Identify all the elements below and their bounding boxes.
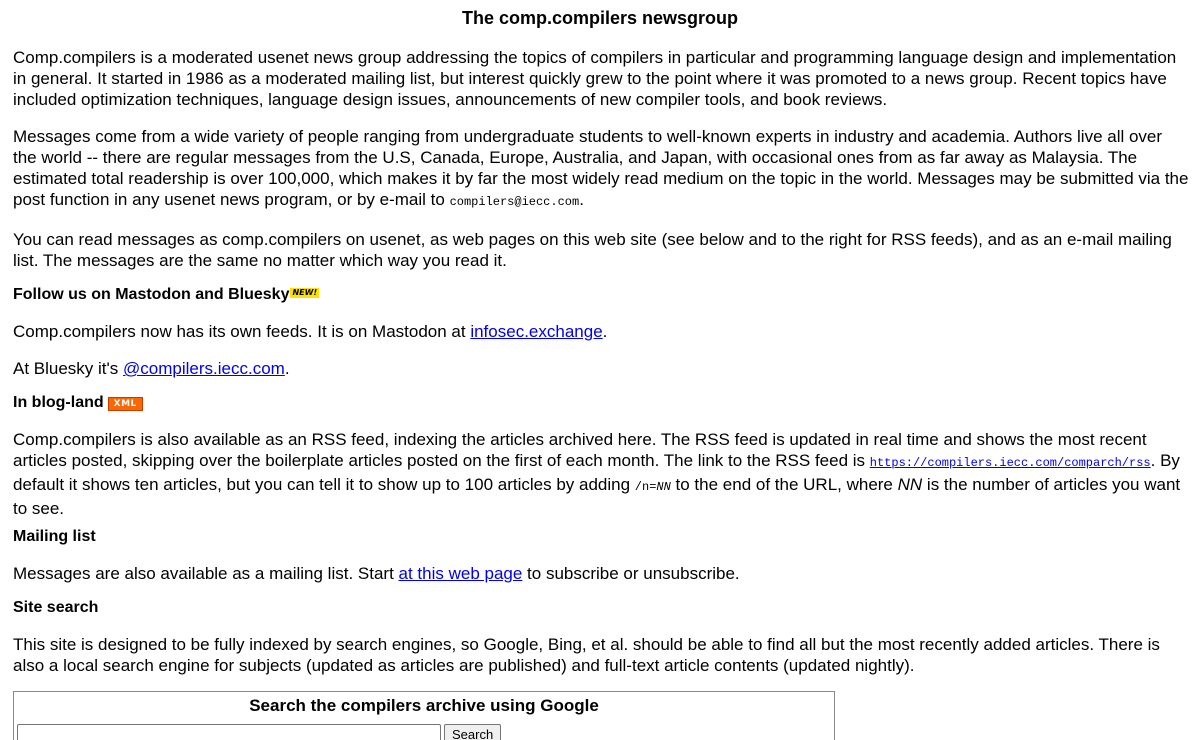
rss-param-nn: NN: [656, 480, 671, 494]
social-heading-text: Follow us on Mastodon and Bluesky: [13, 286, 290, 303]
new-badge-icon: NEW!: [292, 288, 318, 297]
bluesky-end: .: [284, 359, 290, 378]
submission-email: compilers@iecc.com: [449, 195, 580, 209]
mastodon-text: Comp.compilers now has its own feeds. It is on Mastodon at: [13, 322, 471, 341]
search-heading: Site search: [13, 599, 99, 616]
bluesky-link[interactable]: @compilers.iecc.com: [123, 359, 285, 378]
mastodon-link[interactable]: infosec.exchange: [470, 322, 603, 341]
mastodon-end: .: [602, 322, 608, 341]
search-box-title: Search the compilers archive using Google: [249, 696, 599, 715]
search-paragraph: This site is designed to be fully indexed by search engines, so Google, Bing, et al. should be able to find all but the most recently added articles. There is also a local search engine for subjects (updated as articles are published) and full-text article contents (updated nightly).: [13, 635, 1160, 675]
intro-paragraph-2: [13, 126, 1189, 213]
rss-feed-link[interactable]: https://compilers.iecc.com/comparch/rss: [869, 456, 1151, 470]
rss-text-1: Comp.compilers is also available as an RSS feed, indexing the articles archived here. The RSS feed is updated in real time and shows the most recent articles posted, skipping over the boilerplate articles posted on the first of each month. The link to the RSS feed is: [13, 430, 1147, 470]
mailing-heading: Mailing list: [13, 528, 96, 545]
rss-text-4: is the number of articles you want to see.: [13, 475, 1181, 518]
rss-text-3: to the end of the URL, where: [670, 475, 898, 494]
rss-paragraph: [13, 429, 1189, 519]
rss-nn: NN: [897, 475, 923, 494]
rss-param: [635, 480, 671, 494]
social-heading: [13, 285, 1189, 305]
xml-feed-icon[interactable]: XML: [108, 397, 143, 411]
mailing-text-1: Messages are also available as a mailing list. Start: [13, 564, 399, 583]
google-search-box: [13, 691, 835, 740]
intro-paragraph-3: You can read messages as comp.compilers on usenet, as web pages on this web site (see below and to the right for RSS feeds), and as an e-mail mailing list. The messages are the same no matter which way you read it.: [13, 230, 1172, 270]
page-title: The comp.compilers newsgroup: [461, 8, 739, 28]
blog-heading: [13, 393, 1189, 413]
intro-paragraph-2-text: Messages come from a wide variety of people ranging from undergraduate students to well-known experts in industry and academia. Authors live all over the world -- there are regular messages from the U.S, Canada, Europe, Australia, and Japan, with occasional ones from as far away as Malaysia. The estimated total readership is over 100,000, which makes it by far the most widely read medium on the topic in the world. Messages may be submitted via the post function in any usenet news program, or by e-mail to: [13, 127, 1189, 209]
search-input[interactable]: [17, 724, 441, 740]
rss-param-prefix: /n=: [634, 480, 657, 494]
mailing-paragraph: [13, 563, 1189, 584]
intro-paragraph-2-end: .: [579, 190, 584, 209]
blog-heading-text: In blog-land: [13, 394, 104, 411]
bluesky-paragraph: [13, 358, 1189, 379]
search-button[interactable]: Search: [444, 724, 501, 740]
intro-paragraph-1: Comp.compilers is a moderated usenet news group addressing the topics of compilers in particular and programming language design and implementation in general. It started in 1986 as a moderated mailing list, but interest quickly grew to the point where it was promoted to a news group. Recent topics have included optimization techniques, language design issues, announcements of new compiler tools, and book reviews.: [13, 48, 1177, 109]
mailing-text-2: to subscribe or unsubscribe.: [522, 564, 740, 583]
rss-text-2: . By default it shows ten articles, but you can tell it to show up to 100 articles by adding: [13, 451, 1180, 494]
mailing-list-link[interactable]: at this web page: [398, 564, 523, 583]
mastodon-paragraph: [13, 321, 1189, 342]
bluesky-text: At Bluesky it's: [13, 359, 124, 378]
